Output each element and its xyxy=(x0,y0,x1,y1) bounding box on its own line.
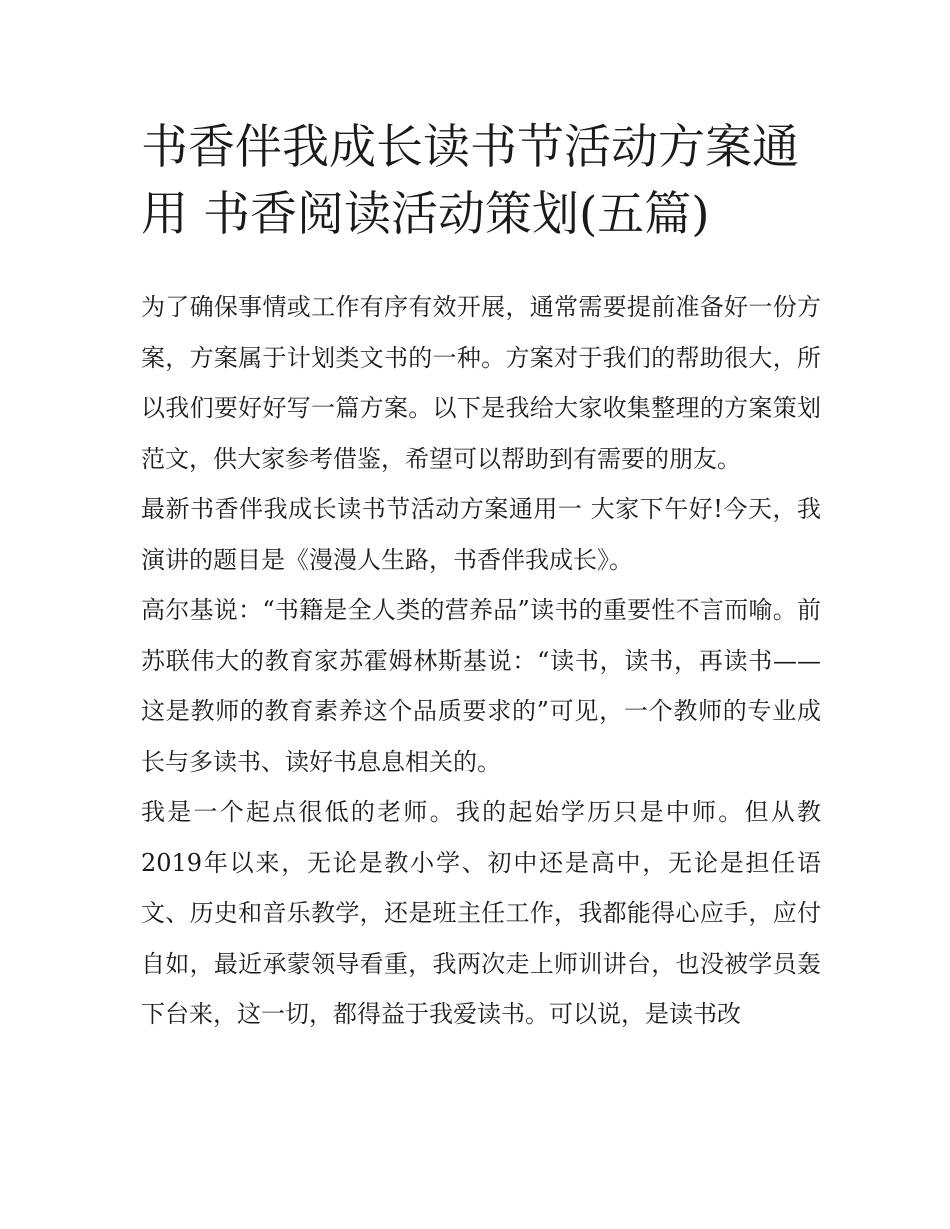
document-body xyxy=(141,282,821,1040)
paragraph-gorky-quote: 高尔基说：“书籍是全人类的营养品”读书的重要性不言而喻。前苏联伟大的教育家苏霍姆林斯基说：“读书，读书，再读书——这是教师的教育素养这个品质要求的”可见，一个教师的专业成长与多读书、读好书息息相关的。 xyxy=(141,596,821,776)
document-title: 书香伴我成长读书节活动方案通用 书香阅读活动策划(五篇) xyxy=(141,120,799,242)
paragraph-intro: 为了确保事情或工作有序有效开展，通常需要提前准备好一份方案，方案属于计划类文书的一种。方案对于我们的帮助很大，所以我们要好好写一篇方案。以下是我给大家收集整理的方案策划范文，供大家参考借鉴，希望可以帮助到有需要的朋友。 xyxy=(141,293,821,473)
paragraph-speech-opening: 最新书香伴我成长读书节活动方案通用一 大家下午好!今天，我演讲的题目是《漫漫人生路，书香伴我成长》。 xyxy=(141,495,821,574)
paragraph-personal-story: 我是一个起点很低的老师。我的起始学历只是中师。但从教2019年以来，无论是教小学、初中还是高中，无论是担任语文、历史和音乐教学，还是班主任工作，我都能得心应手，应付自如，最近承蒙领导看重，我两次走上师训讲台，也没被学员轰下台来，这一切，都得益于我爱读书。可以说，是读书改 xyxy=(141,798,821,1028)
